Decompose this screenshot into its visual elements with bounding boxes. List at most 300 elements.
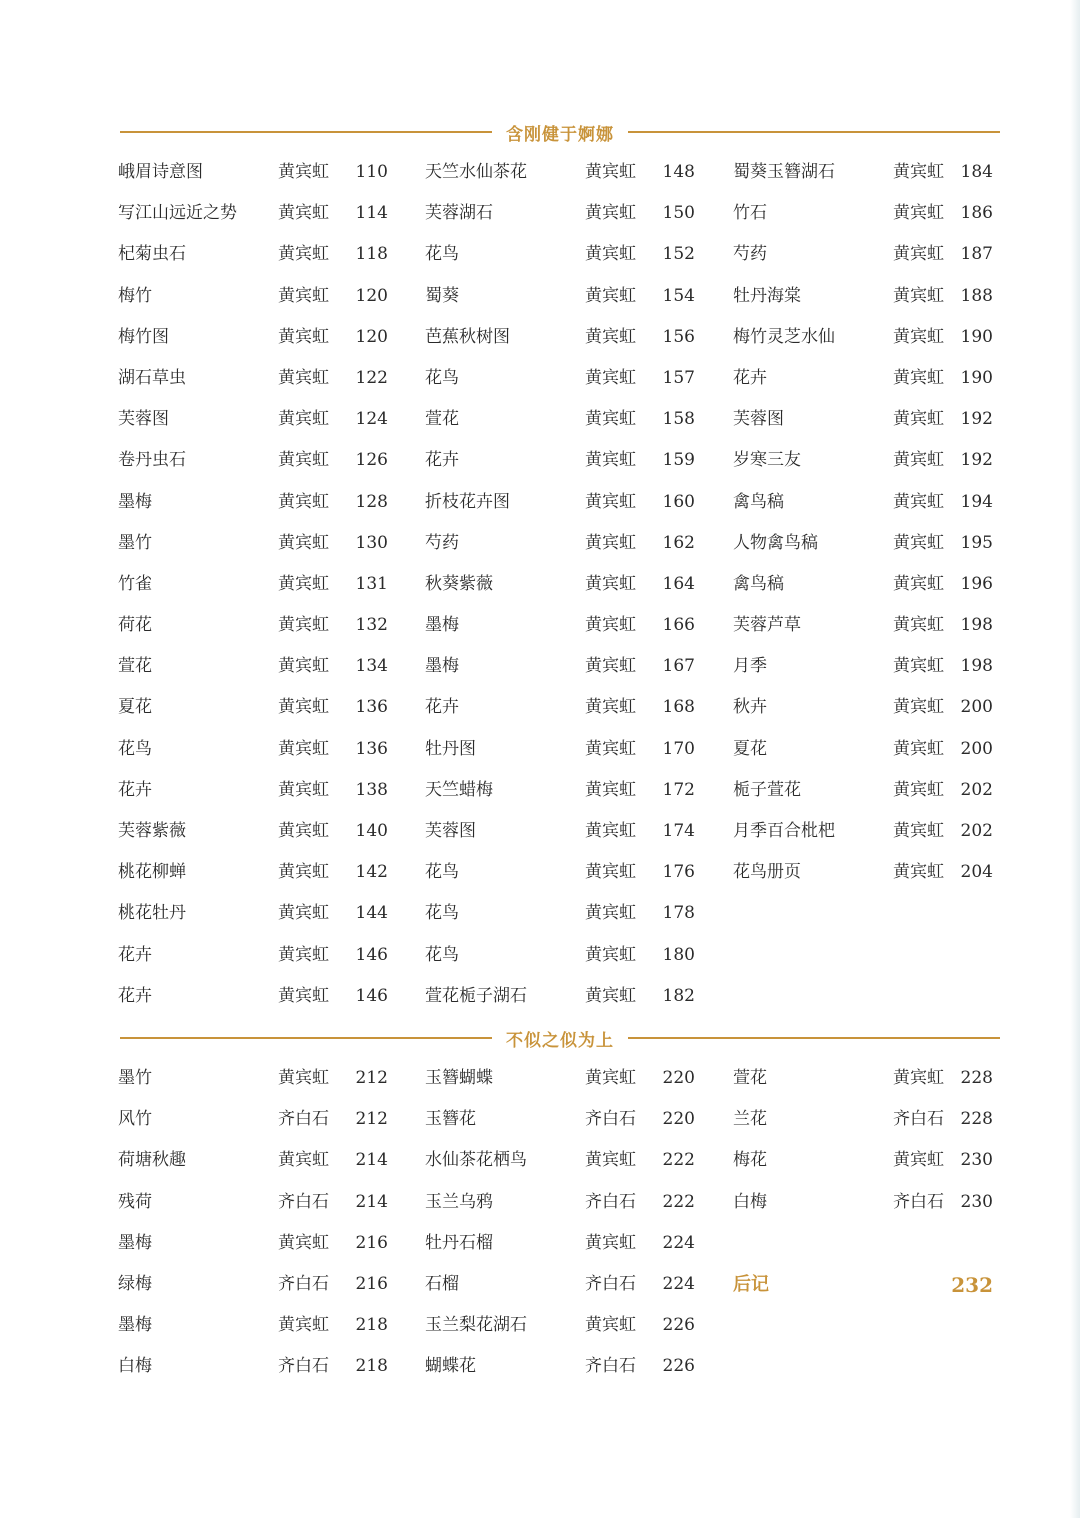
entry-page: 192 — [960, 409, 993, 430]
entry-page: 131 — [355, 573, 388, 594]
entry-page: 167 — [662, 656, 695, 677]
entry-page: 159 — [662, 450, 695, 471]
entry-page: 120 — [355, 326, 388, 347]
entry-author: 黄宾虹 — [585, 532, 636, 553]
toc-entry[interactable] — [118, 729, 388, 770]
entry-title: 岁寒三友 — [733, 450, 801, 471]
entry-page: 192 — [960, 450, 993, 471]
entry-author: 齐白石 — [585, 1109, 636, 1130]
toc-entry[interactable] — [733, 1182, 993, 1223]
entry-title: 荷塘秋趣 — [118, 1150, 186, 1171]
toc-entry[interactable] — [118, 1346, 388, 1387]
entry-title: 花鸟 — [425, 244, 459, 265]
page-edge — [1070, 0, 1080, 1518]
entry-title: 玉簪蝴蝶 — [425, 1068, 493, 1088]
toc-entry[interactable] — [425, 1264, 695, 1305]
entry-author: 黄宾虹 — [585, 1150, 636, 1171]
toc-entry[interactable] — [425, 523, 695, 564]
entry-author: 黄宾虹 — [278, 1232, 329, 1253]
entry-title: 墨竹 — [118, 532, 152, 553]
toc-entry[interactable] — [425, 358, 695, 399]
entry-author: 齐白石 — [585, 1273, 636, 1294]
entry-page: 142 — [355, 862, 388, 883]
entry-title: 蝴蝶花 — [425, 1356, 476, 1377]
toc-entry[interactable] — [425, 687, 695, 728]
toc-entry[interactable] — [118, 1305, 388, 1346]
entry-title: 花鸟 — [118, 738, 152, 759]
entry-title: 芙蓉图 — [118, 409, 169, 430]
entry-page: 216 — [355, 1273, 388, 1294]
entry-page: 190 — [960, 326, 993, 347]
entry-author: 黄宾虹 — [585, 985, 636, 1006]
entry-title: 月季 — [733, 656, 767, 677]
entry-title: 天竺蜡梅 — [425, 779, 493, 800]
toc-entry[interactable] — [118, 687, 388, 728]
toc-entry[interactable] — [425, 770, 695, 811]
entry-author: 黄宾虹 — [893, 244, 944, 265]
entry-author: 黄宾虹 — [893, 656, 944, 677]
entry-page: 186 — [960, 203, 993, 224]
toc-entry[interactable] — [118, 317, 388, 358]
entry-page: 212 — [355, 1068, 388, 1088]
entry-page: 202 — [960, 779, 993, 800]
entry-title: 白梅 — [118, 1356, 152, 1377]
entry-page: 152 — [662, 244, 695, 265]
entry-author: 黄宾虹 — [893, 203, 944, 224]
toc-entry[interactable] — [425, 1182, 695, 1223]
entry-author: 黄宾虹 — [585, 738, 636, 759]
toc-entry[interactable] — [425, 1223, 695, 1264]
entry-author: 黄宾虹 — [278, 450, 329, 471]
toc-entry[interactable] — [425, 935, 695, 976]
toc-entry[interactable] — [118, 1264, 388, 1305]
toc-entry[interactable] — [425, 605, 695, 646]
toc-entry[interactable] — [118, 852, 388, 893]
entry-page: 224 — [662, 1273, 695, 1294]
entry-title: 秋卉 — [733, 697, 767, 718]
entry-page: 188 — [960, 285, 993, 306]
entry-title: 花鸟册页 — [733, 862, 801, 883]
toc-entry[interactable] — [425, 1140, 695, 1181]
toc-column — [733, 1058, 993, 1223]
toc-entry[interactable] — [425, 1099, 695, 1140]
entry-page: 122 — [355, 367, 388, 388]
entry-title: 墨梅 — [425, 615, 459, 636]
entry-author: 黄宾虹 — [278, 1315, 329, 1336]
entry-author: 黄宾虹 — [893, 697, 944, 718]
entry-title: 月季百合枇杷 — [733, 821, 835, 841]
entry-title: 写江山远近之势 — [118, 203, 237, 224]
toc-entry[interactable] — [733, 770, 993, 811]
entry-title: 花卉 — [118, 779, 152, 800]
entry-page: 200 — [960, 738, 993, 759]
entry-author: 黄宾虹 — [278, 738, 329, 759]
entry-author: 黄宾虹 — [278, 326, 329, 347]
entry-title: 芙蓉图 — [425, 821, 476, 841]
toc-entry[interactable] — [733, 646, 993, 687]
toc-entry[interactable] — [733, 234, 993, 275]
toc-entry[interactable] — [425, 234, 695, 275]
entry-page: 195 — [960, 532, 993, 553]
toc-entry[interactable] — [425, 482, 695, 523]
entry-title: 禽鸟稿 — [733, 491, 784, 512]
entry-page: 204 — [960, 862, 993, 883]
toc-entry[interactable] — [425, 193, 695, 234]
entry-page: 190 — [960, 367, 993, 388]
entry-author: 黄宾虹 — [585, 1232, 636, 1253]
entry-title: 墨梅 — [425, 656, 459, 677]
entry-page: 218 — [355, 1315, 388, 1336]
entry-page: 182 — [662, 985, 695, 1006]
toc-entry[interactable] — [733, 811, 993, 852]
toc-entry[interactable] — [118, 234, 388, 275]
entry-author: 黄宾虹 — [278, 821, 329, 841]
entry-title: 湖石草虫 — [118, 367, 186, 388]
toc-entry[interactable] — [425, 1305, 695, 1346]
toc-entry[interactable] — [425, 276, 695, 317]
entry-title: 蜀葵玉簪湖石 — [733, 162, 835, 182]
toc-entry[interactable] — [425, 564, 695, 605]
entry-author: 黄宾虹 — [278, 903, 329, 924]
toc-entry[interactable] — [118, 1182, 388, 1223]
entry-title: 牡丹图 — [425, 738, 476, 759]
toc-entry[interactable] — [425, 646, 695, 687]
entry-author: 黄宾虹 — [893, 862, 944, 883]
entry-title: 夏花 — [733, 738, 767, 759]
entry-title: 白梅 — [733, 1191, 767, 1212]
entry-page: 160 — [662, 491, 695, 512]
afterword-page: 232 — [951, 1273, 993, 1297]
entry-title: 花卉 — [425, 450, 459, 471]
entry-page: 200 — [960, 697, 993, 718]
entry-author: 黄宾虹 — [893, 450, 944, 471]
entry-title: 芙蓉湖石 — [425, 203, 493, 224]
entry-page: 120 — [355, 285, 388, 306]
toc-entry[interactable] — [425, 440, 695, 481]
toc-entry[interactable] — [425, 1346, 695, 1387]
entry-page: 148 — [662, 162, 695, 182]
entry-title: 牡丹石榴 — [425, 1232, 493, 1253]
entry-page: 110 — [355, 162, 388, 182]
entry-author: 黄宾虹 — [278, 656, 329, 677]
entry-title: 残荷 — [118, 1191, 152, 1212]
entry-title: 芙蓉图 — [733, 409, 784, 430]
entry-page: 220 — [662, 1109, 695, 1130]
entry-title: 桃花牡丹 — [118, 903, 186, 924]
entry-title: 桃花柳蝉 — [118, 862, 186, 883]
toc-entry[interactable] — [118, 193, 388, 234]
entry-author: 黄宾虹 — [893, 615, 944, 636]
toc-entry[interactable] — [118, 976, 388, 1017]
header-rule-right — [628, 131, 1000, 133]
entry-title: 玉簪花 — [425, 1109, 476, 1130]
entry-page: 216 — [355, 1232, 388, 1253]
entry-author: 黄宾虹 — [585, 656, 636, 677]
entry-title: 竹石 — [733, 203, 767, 224]
entry-page: 178 — [662, 903, 695, 924]
entry-author: 黄宾虹 — [278, 367, 329, 388]
entry-author: 黄宾虹 — [585, 285, 636, 306]
toc-entry[interactable] — [118, 893, 388, 934]
entry-author: 黄宾虹 — [278, 985, 329, 1006]
entry-page: 166 — [662, 615, 695, 636]
entry-author: 齐白石 — [585, 1191, 636, 1212]
toc-entry[interactable] — [425, 399, 695, 440]
entry-page: 126 — [355, 450, 388, 471]
toc-entry[interactable] — [733, 276, 993, 317]
entry-author: 黄宾虹 — [893, 1068, 944, 1088]
toc-entry[interactable] — [118, 605, 388, 646]
entry-page: 140 — [355, 821, 388, 841]
entry-page: 128 — [355, 491, 388, 512]
entry-author: 黄宾虹 — [585, 615, 636, 636]
toc-entry[interactable] — [425, 152, 695, 193]
entry-author: 齐白石 — [278, 1356, 329, 1377]
toc-entry[interactable] — [118, 770, 388, 811]
toc-entry[interactable] — [733, 1140, 993, 1181]
entry-author: 黄宾虹 — [278, 779, 329, 800]
entry-author: 黄宾虹 — [893, 821, 944, 841]
toc-entry[interactable] — [425, 852, 695, 893]
entry-title: 萱花 — [118, 656, 152, 677]
entry-title: 墨梅 — [118, 1315, 152, 1336]
entry-page: 176 — [662, 862, 695, 883]
section-header — [120, 1026, 1000, 1050]
entry-title: 秋葵紫薇 — [425, 573, 493, 594]
toc-entry[interactable] — [118, 1099, 388, 1140]
entry-author: 齐白石 — [278, 1191, 329, 1212]
entry-page: 154 — [662, 285, 695, 306]
toc-entry[interactable] — [425, 1058, 695, 1099]
entry-page: 184 — [960, 162, 993, 182]
entry-title: 绿梅 — [118, 1273, 152, 1294]
entry-page: 220 — [662, 1068, 695, 1088]
entry-page: 214 — [355, 1191, 388, 1212]
entry-author: 黄宾虹 — [278, 1068, 329, 1088]
entry-page: 202 — [960, 821, 993, 841]
entry-author: 黄宾虹 — [585, 573, 636, 594]
toc-entry[interactable] — [425, 976, 695, 1017]
entry-page: 180 — [662, 944, 695, 965]
entry-page: 114 — [355, 203, 388, 224]
entry-page: 226 — [662, 1315, 695, 1336]
toc-entry[interactable] — [118, 399, 388, 440]
toc-entry[interactable] — [733, 440, 993, 481]
entry-page: 118 — [355, 244, 388, 265]
toc-entry[interactable] — [118, 935, 388, 976]
entry-title: 梅花 — [733, 1150, 767, 1171]
afterword-title: 后记 — [733, 1274, 769, 1295]
entry-title: 禽鸟稿 — [733, 573, 784, 594]
entry-author: 黄宾虹 — [893, 409, 944, 430]
entry-page: 164 — [662, 573, 695, 594]
entry-author: 黄宾虹 — [278, 532, 329, 553]
toc-entry[interactable] — [733, 399, 993, 440]
toc-entry[interactable] — [733, 523, 993, 564]
entry-page: 170 — [662, 738, 695, 759]
entry-author: 齐白石 — [893, 1109, 944, 1130]
toc-entry[interactable] — [118, 152, 388, 193]
entry-author: 黄宾虹 — [893, 532, 944, 553]
toc-entry[interactable] — [118, 276, 388, 317]
entry-page: 157 — [662, 367, 695, 388]
entry-title: 蜀葵 — [425, 285, 459, 306]
entry-author: 黄宾虹 — [585, 367, 636, 388]
entry-title: 峨眉诗意图 — [118, 162, 203, 182]
entry-page: 224 — [662, 1232, 695, 1253]
entry-title: 萱花栀子湖石 — [425, 985, 527, 1006]
entry-title: 兰花 — [733, 1109, 767, 1130]
toc-entry[interactable] — [118, 811, 388, 852]
afterword-entry[interactable] — [733, 1264, 993, 1306]
entry-author: 黄宾虹 — [585, 1315, 636, 1336]
toc-entry[interactable] — [733, 482, 993, 523]
entry-title: 风竹 — [118, 1109, 152, 1130]
entry-author: 黄宾虹 — [278, 615, 329, 636]
entry-author: 黄宾虹 — [278, 285, 329, 306]
entry-title: 夏花 — [118, 697, 152, 718]
entry-title: 水仙茶花栖鸟 — [425, 1150, 527, 1171]
entry-author: 黄宾虹 — [893, 367, 944, 388]
entry-author: 黄宾虹 — [278, 162, 329, 182]
entry-page: 130 — [355, 532, 388, 553]
toc-entry[interactable] — [425, 317, 695, 358]
toc-entry[interactable] — [733, 193, 993, 234]
entry-page: 198 — [960, 615, 993, 636]
section-title: 含刚健于婀娜 — [506, 124, 614, 145]
entry-page: 187 — [960, 244, 993, 265]
entry-title: 栀子萱花 — [733, 779, 801, 800]
entry-title: 芙蓉芦草 — [733, 615, 801, 636]
entry-author: 黄宾虹 — [585, 944, 636, 965]
entry-title: 墨梅 — [118, 1232, 152, 1253]
toc-entry[interactable] — [425, 729, 695, 770]
toc-entry[interactable] — [733, 317, 993, 358]
toc-entry[interactable] — [118, 440, 388, 481]
toc-entry[interactable] — [733, 687, 993, 728]
entry-author: 黄宾虹 — [278, 491, 329, 512]
toc-entry[interactable] — [118, 1058, 388, 1099]
entry-title: 花鸟 — [425, 944, 459, 965]
entry-title: 梅竹图 — [118, 326, 169, 347]
entry-author: 黄宾虹 — [893, 1150, 944, 1171]
toc-entry[interactable] — [118, 1140, 388, 1181]
entry-page: 158 — [662, 409, 695, 430]
entry-title: 天竺水仙茶花 — [425, 162, 527, 182]
toc-column — [425, 1058, 695, 1388]
toc-entry[interactable] — [733, 605, 993, 646]
entry-author: 黄宾虹 — [278, 862, 329, 883]
entry-page: 230 — [960, 1191, 993, 1212]
entry-page: 136 — [355, 738, 388, 759]
entry-author: 齐白石 — [278, 1109, 329, 1130]
entry-author: 黄宾虹 — [585, 1068, 636, 1088]
toc-entry[interactable] — [425, 893, 695, 934]
section-header — [120, 120, 1000, 144]
entry-author: 黄宾虹 — [585, 779, 636, 800]
entry-page: 146 — [355, 944, 388, 965]
entry-author: 黄宾虹 — [278, 697, 329, 718]
toc-entry[interactable] — [733, 852, 993, 893]
toc-entry[interactable] — [733, 358, 993, 399]
section-title: 不似之似为上 — [506, 1030, 614, 1051]
toc-column — [118, 152, 388, 1017]
entry-page: 172 — [662, 779, 695, 800]
entry-title: 牡丹海棠 — [733, 285, 801, 306]
entry-page: 226 — [662, 1356, 695, 1377]
entry-page: 214 — [355, 1150, 388, 1171]
entry-author: 黄宾虹 — [585, 450, 636, 471]
entry-title: 荷花 — [118, 615, 152, 636]
toc-entry[interactable] — [118, 523, 388, 564]
entry-page: 194 — [960, 491, 993, 512]
toc-entry[interactable] — [118, 482, 388, 523]
toc-entry[interactable] — [118, 358, 388, 399]
entry-page: 136 — [355, 697, 388, 718]
entry-author: 黄宾虹 — [585, 821, 636, 841]
entry-page: 138 — [355, 779, 388, 800]
entry-author: 黄宾虹 — [585, 409, 636, 430]
entry-author: 齐白石 — [893, 1191, 944, 1212]
entry-page: 168 — [662, 697, 695, 718]
entry-title: 花鸟 — [425, 367, 459, 388]
toc-entry[interactable] — [733, 564, 993, 605]
entry-author: 黄宾虹 — [585, 491, 636, 512]
entry-title: 花鸟 — [425, 903, 459, 924]
entry-title: 芭蕉秋树图 — [425, 326, 510, 347]
header-rule-right — [628, 1037, 1000, 1039]
toc-entry[interactable] — [425, 811, 695, 852]
entry-page: 228 — [960, 1109, 993, 1130]
entry-title: 芍药 — [425, 532, 459, 553]
entry-page: 228 — [960, 1068, 993, 1088]
entry-author: 黄宾虹 — [893, 738, 944, 759]
entry-title: 墨梅 — [118, 491, 152, 512]
entry-author: 黄宾虹 — [278, 244, 329, 265]
entry-title: 萱花 — [425, 409, 459, 430]
entry-author: 黄宾虹 — [585, 862, 636, 883]
entry-title: 花卉 — [425, 697, 459, 718]
entry-title: 花鸟 — [425, 862, 459, 883]
toc-entry[interactable] — [733, 1058, 993, 1099]
entry-page: 212 — [355, 1109, 388, 1130]
entry-title: 折枝花卉图 — [425, 491, 510, 512]
entry-page: 156 — [662, 326, 695, 347]
entry-title: 萱花 — [733, 1068, 767, 1088]
entry-page: 198 — [960, 656, 993, 677]
toc-column — [118, 1058, 388, 1388]
toc-entry[interactable] — [733, 152, 993, 193]
entry-author: 黄宾虹 — [585, 326, 636, 347]
toc-entry[interactable] — [733, 1099, 993, 1140]
entry-page: 134 — [355, 656, 388, 677]
entry-page: 162 — [662, 532, 695, 553]
toc-entry[interactable] — [118, 564, 388, 605]
entry-page: 222 — [662, 1150, 695, 1171]
toc-entry[interactable] — [733, 729, 993, 770]
entry-author: 黄宾虹 — [585, 903, 636, 924]
entry-title: 墨竹 — [118, 1068, 152, 1088]
toc-entry[interactable] — [118, 1223, 388, 1264]
entry-author: 黄宾虹 — [893, 491, 944, 512]
entry-page: 174 — [662, 821, 695, 841]
entry-author: 黄宾虹 — [893, 162, 944, 182]
entry-author: 黄宾虹 — [893, 573, 944, 594]
entry-author: 黄宾虹 — [893, 326, 944, 347]
toc-entry[interactable] — [118, 646, 388, 687]
entry-page: 146 — [355, 985, 388, 1006]
header-rule-left — [120, 1037, 492, 1039]
